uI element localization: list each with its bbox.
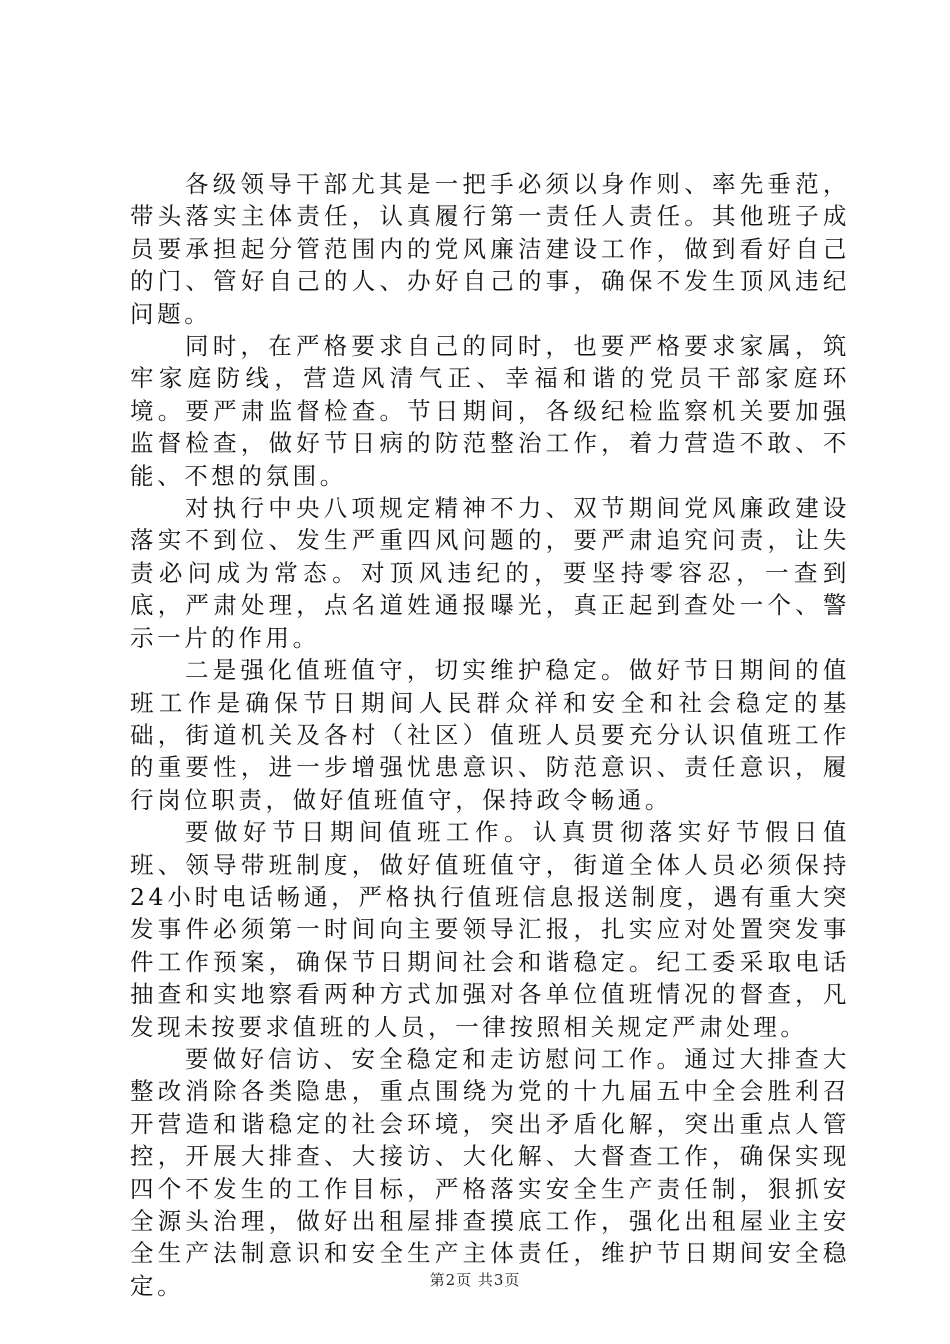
page-number-footer: 第2页 共3页 [429, 1271, 521, 1289]
paragraph: 对执行中央八项规定精神不力、双节期间党风廉政建设落实不到位、发生严重四风问题的，要严肃追究问责，让失责必问成为常态。对顶风违纪的，要坚持零容忍，一查到底，严肃处理，点名道姓通报曝光，真正起到查处一个、警示一片的作用。 [130, 494, 850, 652]
paragraph: 各级领导干部尤其是一把手必须以身作则、率先垂范，带头落实主体责任，认真履行第一责任人责任。其他班子成员要承担起分管范围内的党风廉洁建设工作，做到看好自己的门、管好自己的人、办好自己的事，确保不发生顶风违纪问题。 [130, 170, 850, 328]
paragraph: 要做好节日期间值班工作。认真贯彻落实好节假日值班、领导带班制度，做好值班值守，街道全体人员必须保持24小时电话畅通，严格执行值班信息报送制度，遇有重大突发事件必须第一时间向主要领导汇报，扎实应对处置突发事件工作预案，确保节日期间社会和谐稳定。纪工委采取电话抽查和实地察看两种方式加强对各单位值班情况的督查，凡发现未按要求值班的人员，一律按照相关规定严肃处理。 [130, 818, 850, 1041]
paragraph: 二是强化值班值守，切实维护稳定。做好节日期间的值班工作是确保节日期间人民群众祥和安全和社会稳定的基础，街道机关及各村（社区）值班人员要充分认识值班工作的重要性，进一步增强忧患意识、防范意识、责任意识，履行岗位职责，做好值班值守，保持政令畅通。 [130, 656, 850, 814]
paragraph: 要做好信访、安全稳定和走访慰问工作。通过大排查大整改消除各类隐患，重点围绕为党的十九届五中全会胜利召开营造和谐稳定的社会环境，突出矛盾化解，突出重点人管控，开展大排查、大接访、大化解、大督查工作，确保实现四个不发生的工作目标，严格落实安全生产责任制，狠抓安全源头治理，做好出租屋排查摸底工作，强化出租屋业主安全生产法制意识和安全生产主体责任，维护节日期间安全稳定。 [130, 1044, 850, 1300]
document-body [130, 168, 850, 1302]
paragraph: 同时，在严格要求自己的同时，也要严格要求家属，筑牢家庭防线，营造风清气正、幸福和谐的党员干部家庭环境。要严肃监督检查。节日期间，各级纪检监察机关要加强监督检查，做好节日病的防范整治工作，着力营造不敢、不能、不想的氛围。 [130, 332, 850, 490]
